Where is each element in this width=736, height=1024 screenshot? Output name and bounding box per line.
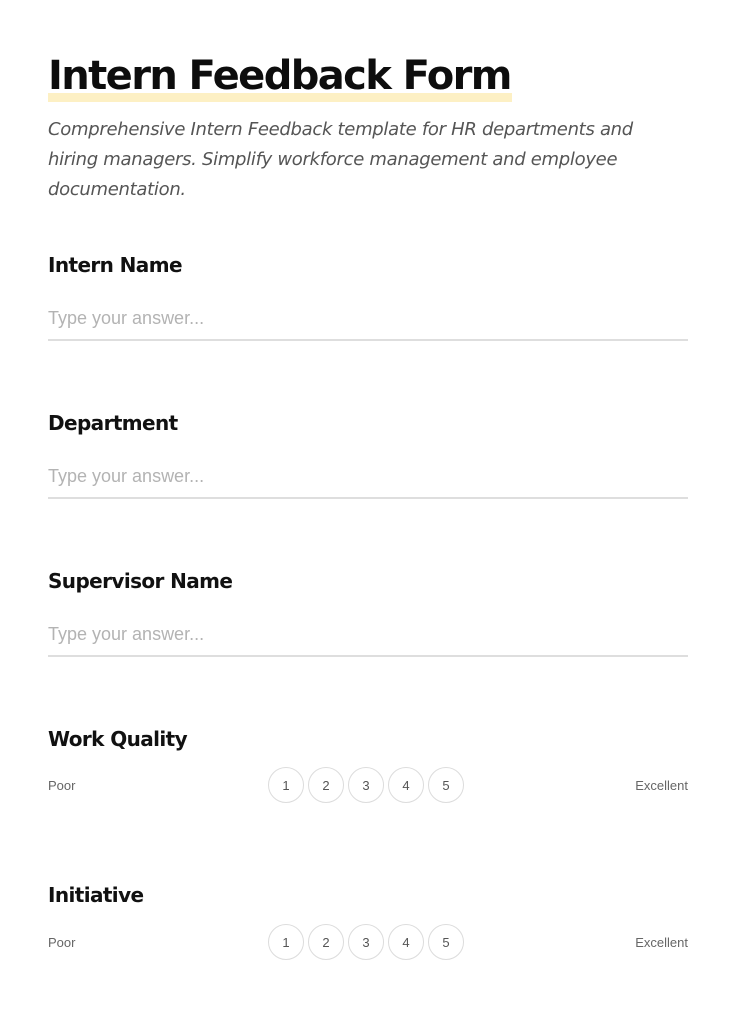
- work-quality-option-3[interactable]: 3: [348, 767, 384, 803]
- work-quality-field: [48, 725, 688, 793]
- work-quality-option-5[interactable]: 5: [428, 767, 464, 803]
- supervisor-name-input[interactable]: [48, 613, 688, 657]
- intern-name-label: Intern Name: [48, 253, 182, 277]
- department-label: Department: [48, 411, 178, 435]
- initiative-option-2[interactable]: 2: [308, 924, 344, 960]
- initiative-option-5[interactable]: 5: [428, 924, 464, 960]
- scale-low-label: Poor: [48, 778, 76, 793]
- initiative-option-4[interactable]: 4: [388, 924, 424, 960]
- scale-low-label: Poor: [48, 935, 76, 950]
- scale-high-label: Excellent: [635, 778, 688, 793]
- work-quality-label: Work Quality: [48, 727, 188, 751]
- initiative-label: Initiative: [48, 883, 144, 907]
- scale-high-label: Excellent: [635, 935, 688, 950]
- work-quality-scale: [48, 767, 688, 805]
- supervisor-name-label: Supervisor Name: [48, 569, 233, 593]
- initiative-scale: [48, 924, 688, 962]
- work-quality-option-1[interactable]: 1: [268, 767, 304, 803]
- initiative-option-3[interactable]: 3: [348, 924, 384, 960]
- department-input[interactable]: [48, 455, 688, 499]
- form-header: [48, 50, 512, 102]
- work-quality-option-2[interactable]: 2: [308, 767, 344, 803]
- initiative-options: [268, 924, 464, 960]
- supervisor-name-field: [48, 567, 688, 595]
- form-title: Intern Feedback Form: [48, 50, 512, 102]
- work-quality-options: [268, 767, 464, 803]
- initiative-option-1[interactable]: 1: [268, 924, 304, 960]
- form-description: Comprehensive Intern Feedback template for HR departments and hiring managers. Simplify workforce management and employee documentation.: [48, 119, 633, 200]
- intern-name-input[interactable]: [48, 297, 688, 341]
- intern-name-field: [48, 251, 688, 279]
- work-quality-option-4[interactable]: 4: [388, 767, 424, 803]
- department-field: [48, 409, 688, 437]
- initiative-field: [48, 881, 688, 950]
